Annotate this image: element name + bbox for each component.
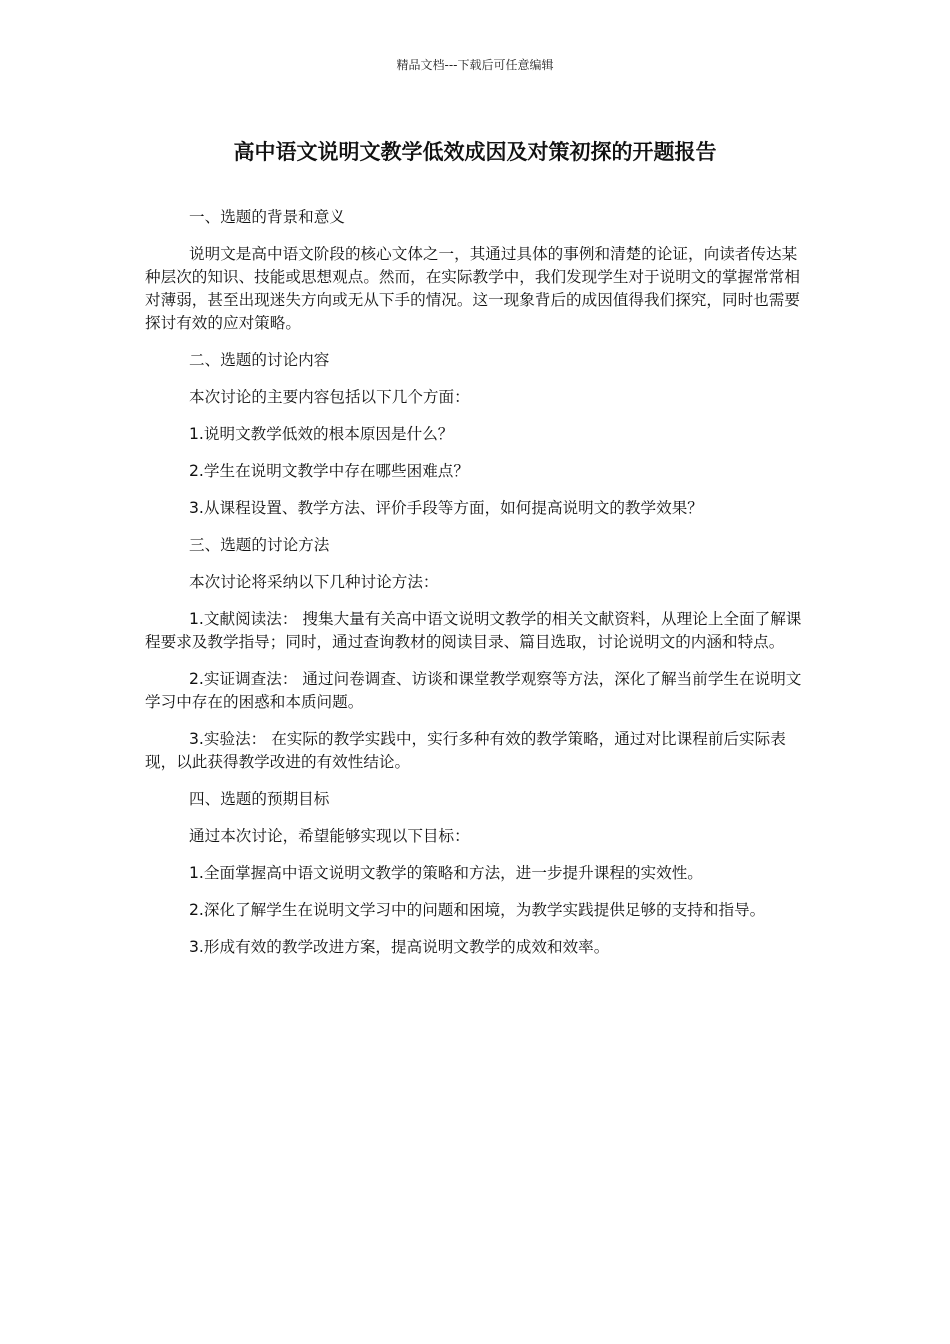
list-item-method-2: 2.实证调查法： 通过问卷调查、访谈和课堂教学观察等方法，深化了解当前学生在说明文学习中存在的困惑和本质问题。 xyxy=(145,670,802,711)
section-heading-goals: 四、选题的预期目标 xyxy=(189,790,330,808)
list-item-content-1: 1.说明文教学低效的根本原因是什么？ xyxy=(189,425,454,443)
document-body xyxy=(145,206,805,973)
list-item-goal-3: 3.形成有效的教学改进方案，提高说明文教学的成效和效率。 xyxy=(189,938,610,956)
list-item-goal-1: 1.全面掌握高中语文说明文教学的策略和方法，进一步提升课程的实效性。 xyxy=(189,864,703,882)
document-title: 高中语文说明文教学低效成因及对策初探的开题报告 xyxy=(233,140,717,164)
list-item-method-1: 1.文献阅读法： 搜集大量有关高中语文说明文教学的相关文献资料，从理论上全面了解课程要求及教学指导；同时，通过查询教材的阅读目录、篇目选取，讨论说明文的内涵和特点。 xyxy=(145,610,802,651)
paragraph-background: 说明文是高中语文阶段的核心文体之一，其通过具体的事例和清楚的论证，向读者传达某种层次的知识、技能或思想观点。然而，在实际教学中，我们发现学生对于说明文的掌握常常相对薄弱，甚至出现迷失方向或无从下手的情况。这一现象背后的成因值得我们探究，同时也需要探讨有效的应对策略。 xyxy=(145,245,800,332)
list-item-method-3: 3.实验法： 在实际的教学实践中，实行多种有效的教学策略，通过对比课程前后实际表现，以此获得教学改进的有效性结论。 xyxy=(145,730,786,771)
header-note: 精品文档---下载后可任意编辑 xyxy=(396,58,554,72)
paragraph-method-intro: 本次讨论将采纳以下几种讨论方法： xyxy=(189,573,439,591)
section-heading-content: 二、选题的讨论内容 xyxy=(189,351,330,369)
section-heading-method: 三、选题的讨论方法 xyxy=(189,536,330,554)
paragraph-goals-intro: 通过本次讨论，希望能够实现以下目标： xyxy=(189,827,470,845)
paragraph-content-intro: 本次讨论的主要内容包括以下几个方面： xyxy=(189,388,470,406)
list-item-content-3: 3.从课程设置、教学方法、评价手段等方面，如何提高说明文的教学效果？ xyxy=(189,499,703,517)
section-heading-background: 一、选题的背景和意义 xyxy=(189,208,345,226)
list-item-goal-2: 2.深化了解学生在说明文学习中的问题和困境，为教学实践提供足够的支持和指导。 xyxy=(189,901,766,919)
list-item-content-2: 2.学生在说明文教学中存在哪些困难点？ xyxy=(189,462,469,480)
